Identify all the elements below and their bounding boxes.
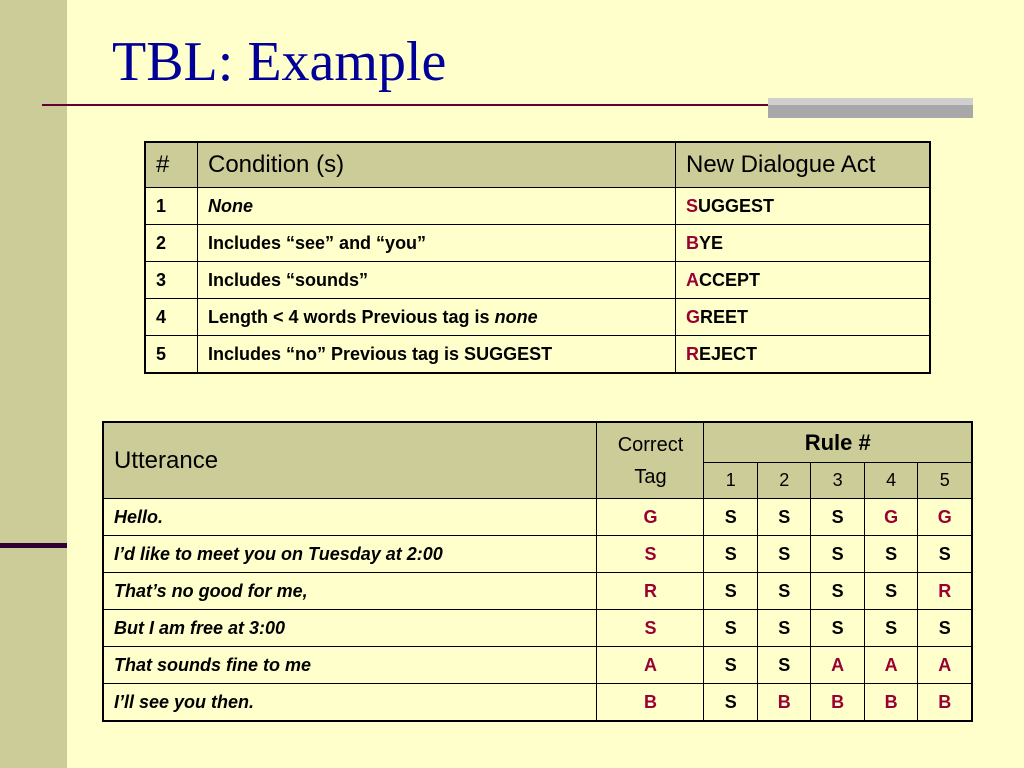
rule-dialogue-act [676, 262, 931, 299]
rule-result: S [811, 499, 864, 536]
left-sidebar-bar [0, 0, 67, 768]
rule-dialogue-act [676, 336, 931, 374]
rule-result: S [864, 536, 917, 573]
rule-number: 4 [145, 299, 198, 336]
rules-header-act: New Dialogue Act [676, 142, 931, 188]
act-rest: CCEPT [699, 269, 761, 290]
utterance-row [103, 610, 972, 647]
correct-tag: G [597, 499, 704, 536]
rule-result: S [757, 647, 810, 684]
rule-result: S [757, 573, 810, 610]
rule-condition [198, 336, 676, 374]
rules-header-condition: Condition (s) [198, 142, 676, 188]
rule-result: S [757, 536, 810, 573]
act-rest: REET [700, 306, 749, 327]
rule-condition [198, 225, 676, 262]
correct-tag: R [597, 573, 704, 610]
rule-result: A [918, 647, 972, 684]
header-correct-tag-line2: Tag [634, 465, 667, 488]
header-utterance: Utterance [103, 422, 597, 499]
title-accent-block-highlight [768, 98, 973, 105]
rule-result: B [757, 684, 810, 722]
rules-header-num: # [145, 142, 198, 188]
rules-row [145, 262, 930, 299]
condition-text: None [208, 195, 253, 216]
utterance-header-row [103, 422, 972, 463]
rule-result: S [811, 610, 864, 647]
utterance-row [103, 573, 972, 610]
act-initial: B [686, 232, 699, 253]
correct-tag: S [597, 536, 704, 573]
act-initial: G [686, 306, 701, 327]
utterance-text: But I am free at 3:00 [103, 610, 597, 647]
rule-number-header: 1 [704, 463, 757, 499]
act-rest: YE [699, 232, 724, 253]
rule-dialogue-act [676, 299, 931, 336]
rule-result: A [811, 647, 864, 684]
rule-condition [198, 188, 676, 225]
condition-text: Includes “sounds” [208, 269, 369, 290]
utterance-row [103, 536, 972, 573]
rule-result: B [811, 684, 864, 722]
left-accent-line [0, 543, 67, 548]
rule-result: S [864, 610, 917, 647]
condition-text: Includes “see” and “you” [208, 232, 427, 253]
utterance-row [103, 647, 972, 684]
rules-body [145, 188, 930, 374]
rule-result: S [704, 536, 757, 573]
rule-result: S [757, 499, 810, 536]
rule-result: B [864, 684, 917, 722]
rules-header-row [145, 142, 930, 188]
rule-result: S [704, 647, 757, 684]
rule-number-header: 2 [757, 463, 810, 499]
rule-dialogue-act [676, 188, 931, 225]
rule-result: S [704, 684, 757, 722]
correct-tag: A [597, 647, 704, 684]
act-rest: UGGEST [698, 195, 775, 216]
correct-tag: B [597, 684, 704, 722]
utterance-text: That sounds fine to me [103, 647, 597, 684]
condition-text: Length < 4 words Previous tag is [208, 306, 495, 327]
utterance-text: Hello. [103, 499, 597, 536]
rules-table [144, 141, 931, 374]
rules-row [145, 299, 930, 336]
rule-result: S [811, 536, 864, 573]
correct-tag: S [597, 610, 704, 647]
utterance-table [102, 421, 973, 722]
utterance-text: I’d like to meet you on Tuesday at 2:00 [103, 536, 597, 573]
rule-result: S [704, 499, 757, 536]
slide-title: TBL: Example [112, 31, 447, 93]
rules-row [145, 225, 930, 262]
condition-text: Includes “no” Previous tag is SUGGEST [208, 343, 553, 364]
rule-result: S [757, 610, 810, 647]
header-correct-tag-line1: Correct [617, 433, 684, 456]
rule-number: 1 [145, 188, 198, 225]
utterance-body [103, 499, 972, 722]
act-initial: S [686, 195, 699, 216]
rule-result: S [918, 610, 972, 647]
utterance-row [103, 684, 972, 722]
rule-result: S [811, 573, 864, 610]
rule-number: 2 [145, 225, 198, 262]
rule-result: S [704, 573, 757, 610]
rules-row [145, 188, 930, 225]
rule-condition [198, 299, 676, 336]
rule-result: G [918, 499, 972, 536]
act-initial: R [686, 343, 699, 364]
utterance-row [103, 499, 972, 536]
rule-result: A [864, 647, 917, 684]
rule-result: G [864, 499, 917, 536]
header-correct-tag [597, 422, 704, 499]
rule-result: S [864, 573, 917, 610]
header-rule-number: Rule # [704, 422, 972, 463]
act-rest: EJECT [699, 343, 758, 364]
rule-result: B [918, 684, 972, 722]
rules-row [145, 336, 930, 374]
act-initial: A [686, 269, 699, 290]
rule-result: S [918, 536, 972, 573]
rule-number-header: 5 [918, 463, 972, 499]
rule-number-header: 3 [811, 463, 864, 499]
utterance-text: I’ll see you then. [103, 684, 597, 722]
rule-result: S [704, 610, 757, 647]
rule-result: R [918, 573, 972, 610]
rule-number: 3 [145, 262, 198, 299]
utterance-text: That’s no good for me, [103, 573, 597, 610]
rule-number-header: 4 [864, 463, 917, 499]
rule-number: 5 [145, 336, 198, 374]
condition-suffix: none [494, 306, 538, 327]
rule-dialogue-act [676, 225, 931, 262]
rule-condition [198, 262, 676, 299]
